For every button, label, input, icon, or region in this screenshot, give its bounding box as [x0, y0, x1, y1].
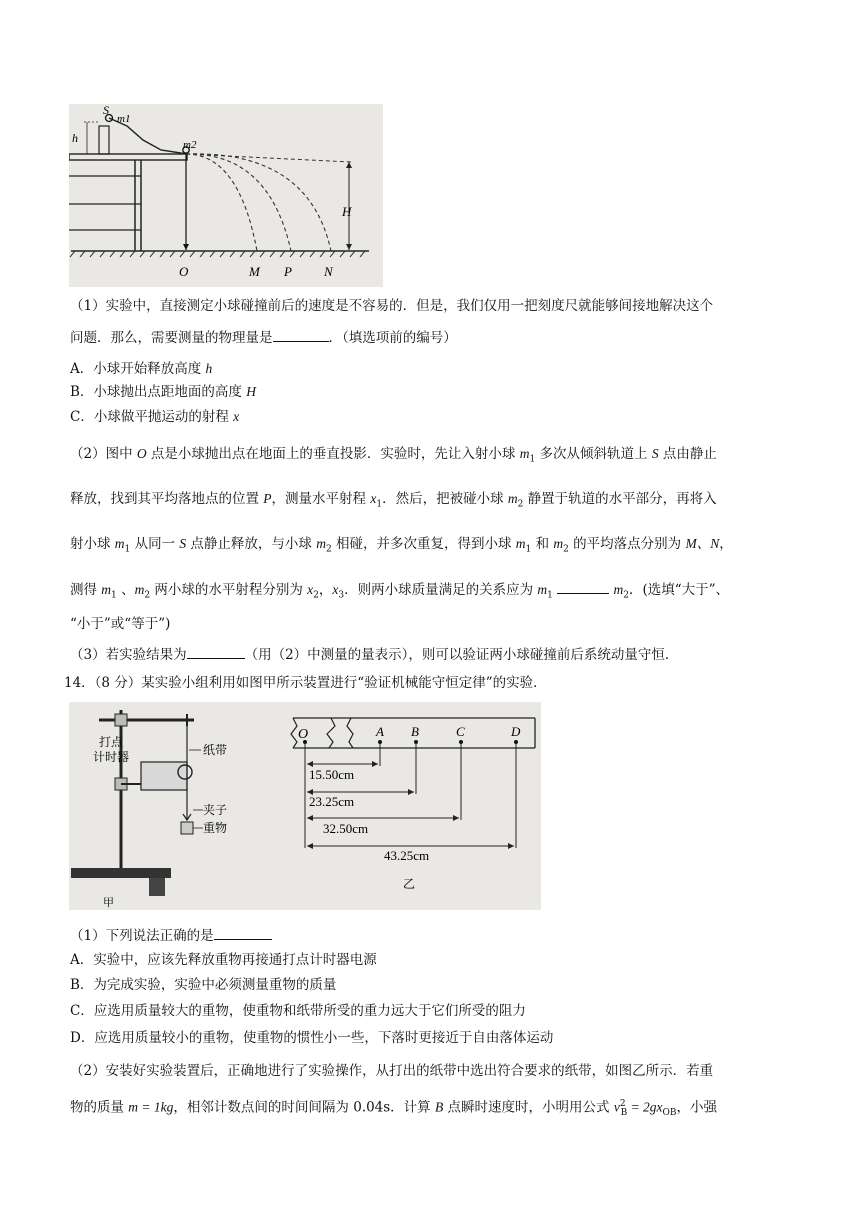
label-m1: m1: [117, 113, 131, 125]
q13-option-b: B．小球抛出点距地面的高度 H: [70, 384, 256, 400]
q14-part2-line1: （2）安装好实验装置后，正确地进行了实验操作，从打出的纸带中选出符合要求的纸带，如图乙所示．若重: [70, 1063, 714, 1079]
label-n: N: [324, 264, 333, 279]
q13-part1-line2: 问题．那么，需要测量的物理量是 ．（填选项前的编号）: [70, 327, 800, 348]
answer-blank[interactable]: [214, 925, 272, 940]
tape-point-c: C: [456, 724, 465, 739]
label-h: h: [72, 131, 78, 145]
q13-part2-line2: 释放，找到其平均落地点的位置 P，测量水平射程 $x_1$．然后，把被碰小球 $m_2$ 静置于轨道的水平部分，再将入: [70, 491, 717, 510]
q14-part1: （1）下列说法正确的是: [70, 925, 800, 946]
label-tape: 纸带: [203, 743, 228, 757]
tape-point-b: B: [411, 724, 419, 739]
label-s: S: [103, 104, 109, 117]
tape-point-d: D: [511, 724, 521, 739]
label-m: M: [249, 264, 260, 279]
q14-option-d: D．应选用质量较小的重物，使重物的惯性小一些，下落时更接近于自由落体运动: [70, 1030, 554, 1046]
answer-blank[interactable]: [273, 327, 329, 342]
q13-part1-line1: （1）实验中，直接测定小球碰撞前后的速度是不容易的．但是，我们仅用一把刻度尺就能够间接地解决这个: [70, 298, 714, 314]
dist-od-label: 43.25cm: [384, 848, 430, 863]
label-o: O: [179, 264, 189, 279]
caption-jia: 甲: [103, 897, 114, 909]
q13-part2-line3: 射小球 $m_1$ 从同一 S 点静止释放，与小球 $m_2$ 相碰，并多次重复，得到小球 $m_1$ 和 $m_2$ 的平均落点分别为 M、N，: [70, 536, 733, 555]
answer-blank[interactable]: [557, 579, 609, 594]
q13-part2-line1: （2）图中 O 点是小球抛出点在地面上的垂直投影．实验时，先让入射小球 $m_1$ 多次从倾斜轨道上 S 点由静止: [70, 446, 717, 465]
energy-apparatus-figure: [69, 702, 541, 910]
q13-part3: （3）若实验结果为 （用（2）中测量的量表示），则可以验证两小球碰撞前后系统动量守恒．: [70, 644, 800, 665]
caption-yi: 乙: [403, 877, 416, 891]
q14-option-a: A．实验中，应该先释放重物再接通打点计时器电源: [70, 952, 377, 968]
dist-oa-label: 15.50cm: [309, 767, 355, 782]
q14-heading: 14．（8 分）某实验小组利用如图甲所示装置进行“验证机械能守恒定律”的实验．: [64, 675, 547, 691]
q13-part2-line5: “小于”或“等于”): [70, 616, 171, 632]
label-timer-1: 打点: [99, 735, 124, 749]
dist-oc-label: 32.50cm: [323, 821, 369, 836]
energy-diagram: [69, 702, 541, 910]
q14-option-c: C．应选用质量较大的重物，使重物和纸带所受的重力远大于它们所受的阻力: [70, 1003, 526, 1019]
q13-option-c: C．小球做平抛运动的射程 x: [70, 409, 240, 425]
label-m2: m2: [183, 139, 197, 151]
collision-diagram: [69, 104, 383, 287]
label-big-h: H: [342, 204, 352, 219]
q14-option-b: B．为完成实验，实验中必须测量重物的质量: [70, 977, 337, 993]
label-weight: 重物: [203, 821, 228, 835]
tape-point-a: A: [376, 724, 384, 739]
label-clip: 夹子: [203, 803, 228, 817]
collision-apparatus-figure: [69, 104, 383, 287]
tape-point-o: O: [298, 727, 309, 742]
q13-option-a: A．小球开始释放高度 h: [70, 361, 213, 377]
label-timer-2: 计时器: [93, 750, 130, 764]
label-p: P: [284, 264, 292, 279]
dist-ob-label: 23.25cm: [309, 794, 355, 809]
answer-blank[interactable]: [187, 644, 245, 659]
q13-part2-line4: 测得 $m_1$ 、$m_2$ 两小球的水平射程分别为 $x_2$，$x_3$．则两小球质量满足的关系应为 $m_1$ $m_2$．(选填“大于”、: [70, 579, 800, 606]
q14-part2-line2: 物的质量 m = 1kg，相邻计数点间的时间间隔为 0.04s．计算 B 点瞬时速度时，小明用公式 $v^2_B = 2gx_{OB}$，小强: [70, 1099, 718, 1119]
